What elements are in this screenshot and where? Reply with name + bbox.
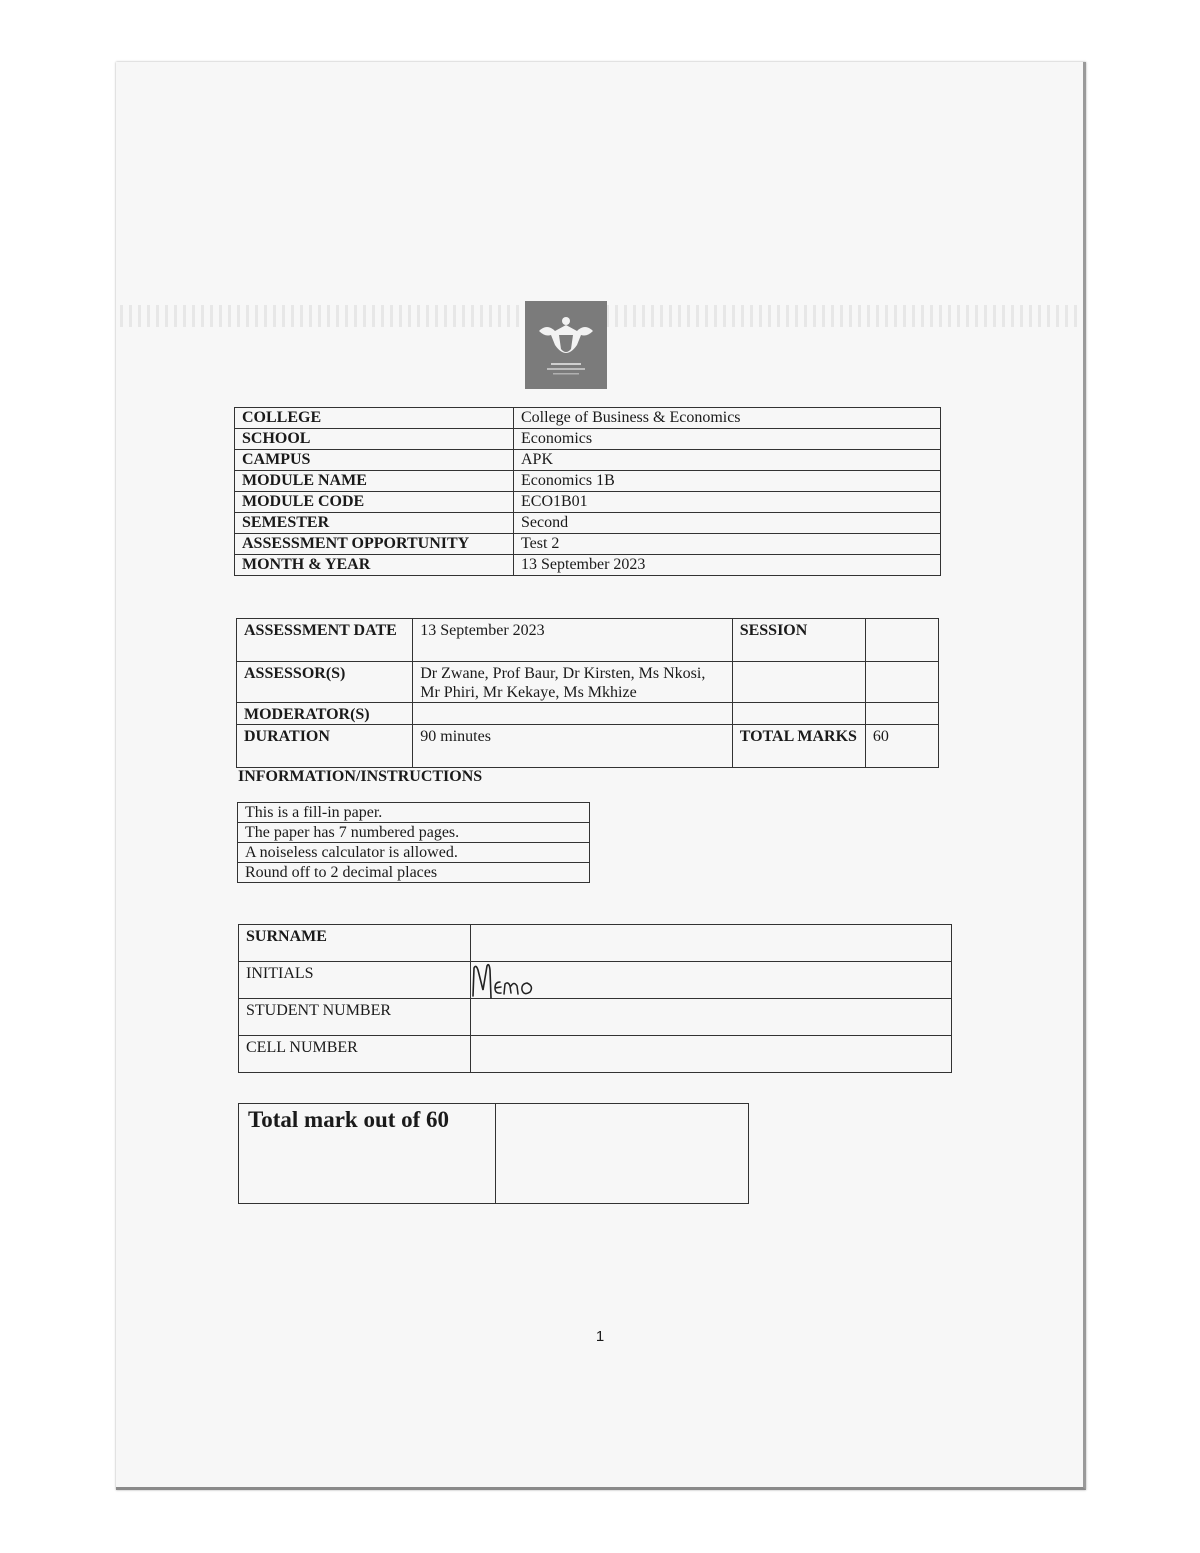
crest-graphic bbox=[525, 301, 607, 389]
table-row bbox=[235, 471, 941, 492]
instruction-item: A noiseless calculator is allowed. bbox=[238, 843, 590, 863]
month-year-label: MONTH & YEAR bbox=[235, 555, 514, 576]
table-row bbox=[237, 662, 939, 703]
table-row bbox=[235, 429, 941, 450]
table-row bbox=[237, 619, 939, 662]
total-marks-label: TOTAL MARKS bbox=[732, 725, 865, 768]
cell-number-field[interactable] bbox=[471, 1036, 952, 1073]
duration-label: DURATION bbox=[237, 725, 413, 768]
total-mark-field[interactable] bbox=[496, 1104, 749, 1204]
assessment-opportunity-label: ASSESSMENT OPPORTUNITY bbox=[235, 534, 514, 555]
table-row bbox=[238, 823, 590, 843]
table-row bbox=[239, 1104, 749, 1204]
total-mark-table bbox=[238, 1103, 749, 1204]
total-marks-value: 60 bbox=[865, 725, 938, 768]
table-row bbox=[237, 725, 939, 768]
campus-value: APK bbox=[514, 450, 941, 471]
cell-number-label: CELL NUMBER bbox=[239, 1036, 471, 1073]
instruction-item: The paper has 7 numbered pages. bbox=[238, 823, 590, 843]
table-row bbox=[239, 962, 952, 999]
table-row bbox=[235, 513, 941, 534]
module-details-table bbox=[234, 407, 941, 576]
table-row bbox=[235, 408, 941, 429]
empty-cell bbox=[732, 662, 865, 703]
initials-field[interactable] bbox=[471, 962, 952, 999]
table-row bbox=[235, 555, 941, 576]
session-label: SESSION bbox=[732, 619, 865, 662]
semester-value: Second bbox=[514, 513, 941, 534]
instruction-item: Round off to 2 decimal places bbox=[238, 863, 590, 883]
university-crest-icon bbox=[525, 301, 607, 389]
table-row bbox=[239, 925, 952, 962]
college-label: COLLEGE bbox=[235, 408, 514, 429]
assessment-info-table bbox=[236, 618, 939, 768]
student-details-table bbox=[238, 924, 952, 1073]
initials-label: INITIALS bbox=[239, 962, 471, 999]
surname-field[interactable] bbox=[471, 925, 952, 962]
school-label: SCHOOL bbox=[235, 429, 514, 450]
duration-value: 90 minutes bbox=[413, 725, 732, 768]
empty-cell bbox=[732, 703, 865, 725]
campus-label: CAMPUS bbox=[235, 450, 514, 471]
table-row bbox=[238, 803, 590, 823]
table-row bbox=[239, 999, 952, 1036]
month-year-value: 13 September 2023 bbox=[514, 555, 941, 576]
instructions-heading: INFORMATION/INSTRUCTIONS bbox=[238, 768, 483, 785]
module-code-label: MODULE CODE bbox=[235, 492, 514, 513]
page-number: 1 bbox=[595, 1328, 605, 1345]
surname-label: SURNAME bbox=[239, 925, 471, 962]
student-number-label: STUDENT NUMBER bbox=[239, 999, 471, 1036]
table-row bbox=[235, 534, 941, 555]
module-code-value: ECO1B01 bbox=[514, 492, 941, 513]
instruction-item: This is a fill-in paper. bbox=[238, 803, 590, 823]
school-value: Economics bbox=[514, 429, 941, 450]
assessors-value: Dr Zwane, Prof Baur, Dr Kirsten, Ms Nkosi, Mr Phiri, Mr Kekaye, Ms Mkhize bbox=[413, 662, 732, 703]
table-row bbox=[237, 703, 939, 725]
assessment-date-value: 13 September 2023 bbox=[413, 619, 732, 662]
module-name-label: MODULE NAME bbox=[235, 471, 514, 492]
assessment-date-label: ASSESSMENT DATE bbox=[237, 619, 413, 662]
moderators-label: MODERATOR(S) bbox=[237, 703, 413, 725]
student-number-field[interactable] bbox=[471, 999, 952, 1036]
semester-label: SEMESTER bbox=[235, 513, 514, 534]
table-row bbox=[238, 843, 590, 863]
table-row bbox=[235, 450, 941, 471]
college-value: College of Business & Economics bbox=[514, 408, 941, 429]
table-row bbox=[238, 863, 590, 883]
assessment-opportunity-value: Test 2 bbox=[514, 534, 941, 555]
session-value bbox=[865, 619, 938, 662]
table-row bbox=[239, 1036, 952, 1073]
instructions-table bbox=[237, 802, 590, 883]
table-row bbox=[235, 492, 941, 513]
module-name-value: Economics 1B bbox=[514, 471, 941, 492]
total-mark-label: Total mark out of 60 bbox=[239, 1104, 496, 1204]
empty-cell bbox=[865, 703, 938, 725]
empty-cell bbox=[865, 662, 938, 703]
handwritten-memo bbox=[469, 960, 539, 1000]
moderators-value bbox=[413, 703, 732, 725]
assessors-label: ASSESSOR(S) bbox=[237, 662, 413, 703]
